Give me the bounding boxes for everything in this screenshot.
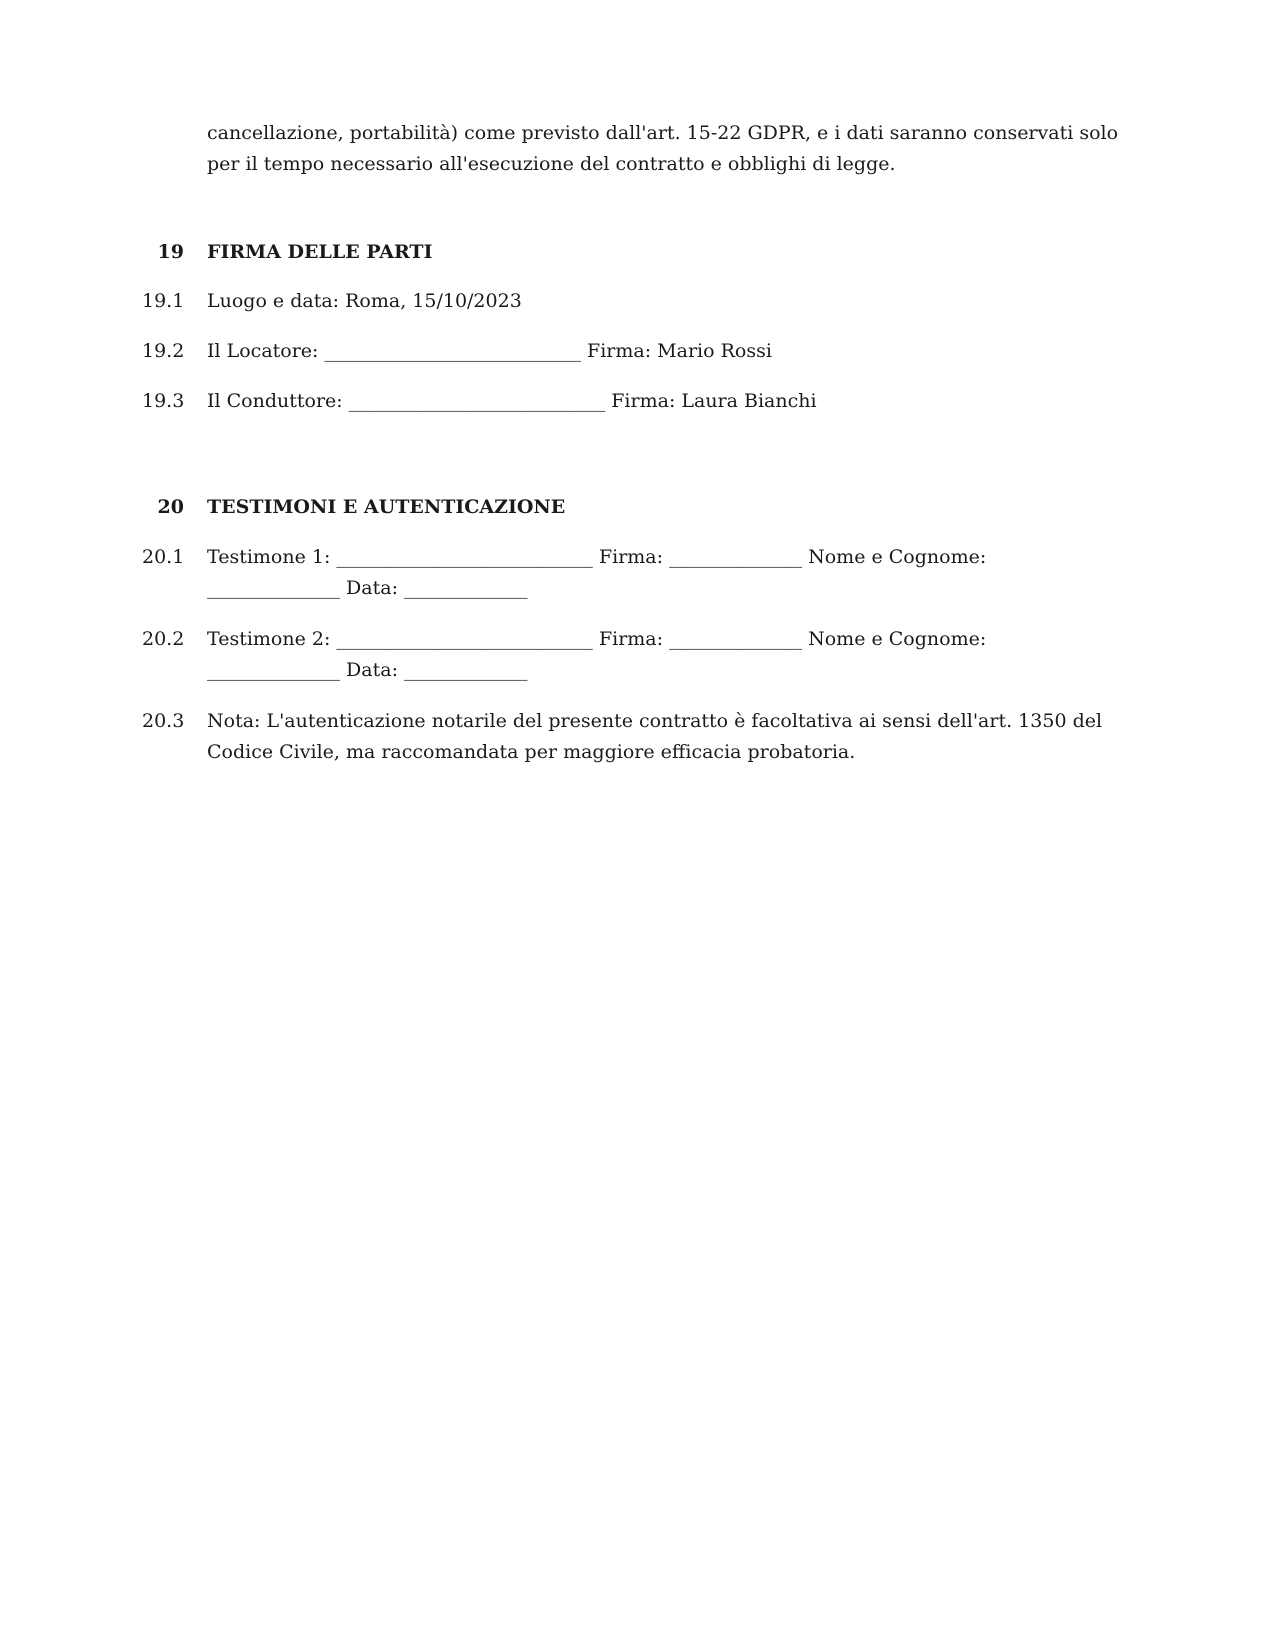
continued-paragraph: cancellazione, portabilità) come previsto dall'art. 15-22 GDPR, e i dati saranno conservati solo per il tempo necessario all'esecuzione del contratto e obblighi di legge. [207, 122, 1119, 175]
section-title: FIRMA DELLE PARTI [207, 241, 433, 263]
clause-text: Testimone 1: ___________________________ Firma: ______________ Nome e Cognome: ______________ Data: _____________ [207, 546, 987, 599]
clause-text: Luogo e data: Roma, 15/10/2023 [207, 290, 522, 312]
clause-number: 20.3 [142, 710, 185, 732]
clause-text: Il Conduttore: ___________________________ Firma: Laura Bianchi [207, 390, 817, 412]
clause-number: 19.2 [142, 340, 185, 362]
clause-text: Nota: L'autenticazione notarile del presente contratto è facoltativa ai sensi dell'art. 1350 del Codice Civile, ma raccomandata per maggiore efficacia probatoria. [207, 710, 1103, 763]
section-number: 19 [157, 241, 184, 263]
clause-number: 19.3 [142, 390, 185, 412]
clause-text: Il Locatore: ___________________________ Firma: Mario Rossi [207, 340, 772, 362]
section-number: 20 [157, 496, 184, 518]
clause-text: Testimone 2: ___________________________ Firma: ______________ Nome e Cognome: ______________ Data: _____________ [207, 628, 987, 681]
section-title: TESTIMONI E AUTENTICAZIONE [207, 496, 566, 518]
clause-number: 19.1 [142, 290, 185, 312]
clause-number: 20.1 [142, 546, 185, 568]
clause-number: 20.2 [142, 628, 185, 650]
